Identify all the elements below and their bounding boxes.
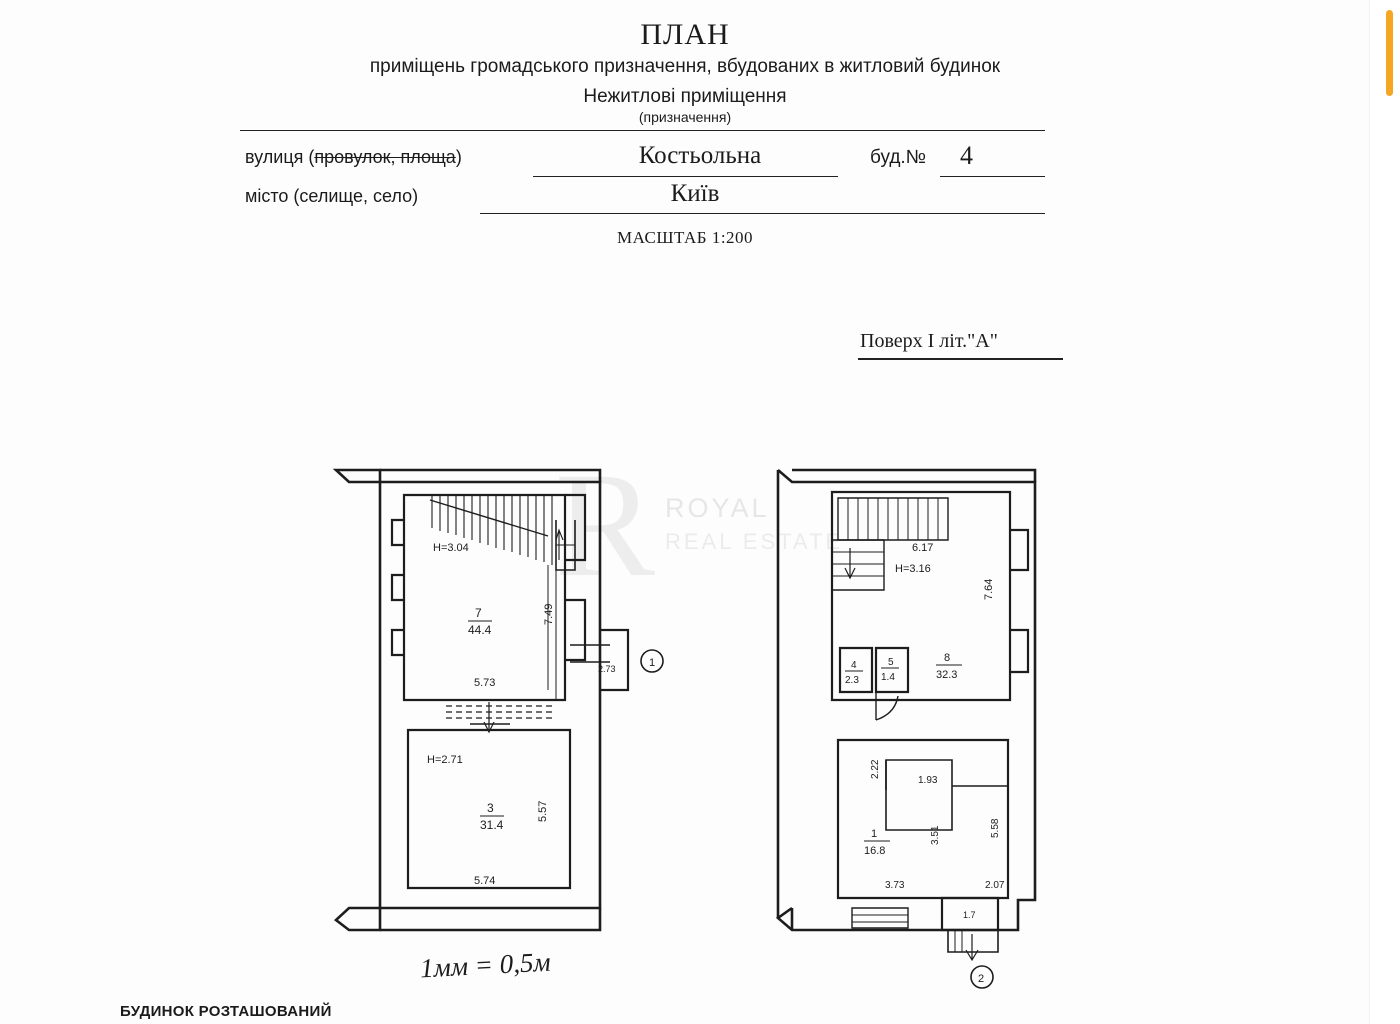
left-dim-573: 5.73 <box>474 677 496 689</box>
right-room-area-8: 32.3 <box>936 669 958 681</box>
building-value: 4 <box>960 141 973 170</box>
city-label: місто (селище, село) <box>245 186 419 206</box>
scale-text: МАСШТАБ 1:200 <box>616 228 754 247</box>
right-dim-558: 5.58 <box>990 818 1001 838</box>
purpose-caption: (призначення) <box>638 109 732 125</box>
right-height-1: H=3.16 <box>895 563 931 575</box>
right-marker-2: 2 <box>978 973 985 985</box>
left-room-number-7: 7 <box>475 606 482 620</box>
right-room-area-17: 1.7 <box>963 910 976 920</box>
hand-written-scale-note: 1мм = 0,5м <box>419 946 552 984</box>
street-value: Костьольна <box>638 142 762 169</box>
right-dim-193: 1.93 <box>918 775 938 786</box>
watermark-line-1: ROYAL <box>665 493 770 523</box>
left-dim-574: 5.74 <box>474 875 496 887</box>
scrollbar-thumb[interactable] <box>1386 10 1393 96</box>
left-room-area-3: 31.4 <box>480 818 504 832</box>
left-room-area-7: 44.4 <box>468 623 492 637</box>
page-title: ПЛАН <box>640 18 730 51</box>
right-room-number-5: 5 <box>888 657 894 668</box>
street-label-suffix: ) <box>455 147 462 167</box>
right-dim-764: 7.64 <box>983 578 995 600</box>
watermark-monogram: R <box>555 442 656 608</box>
right-room-area-1: 16.8 <box>864 845 886 857</box>
left-dim-273: 2.73 <box>598 664 616 674</box>
left-dim-749: 7.49 <box>543 603 555 625</box>
page-subtitle: приміщень громадського призначення, вбудованих в житловий будинок <box>369 56 1001 77</box>
right-dim-351: 3.51 <box>930 825 941 845</box>
building-label: буд.№ <box>870 147 927 168</box>
right-room-number-8: 8 <box>944 652 951 664</box>
purpose-value: Нежитлові приміщення <box>583 86 787 107</box>
watermark-line-2: REAL ESTATE <box>665 529 844 554</box>
right-dim-373: 3.73 <box>885 880 905 891</box>
right-margin <box>1369 0 1400 1024</box>
right-dim-222: 2.22 <box>870 759 881 779</box>
right-room-number-4: 4 <box>851 660 857 671</box>
city-value: Київ <box>670 180 720 207</box>
right-room-area-4: 2.3 <box>845 675 859 686</box>
left-room-number-3: 3 <box>487 801 494 815</box>
left-marker-1: 1 <box>649 657 656 669</box>
street-label-prefix: вулиця ( <box>245 147 315 167</box>
floor-label: Поверх I літ."А" <box>860 330 998 352</box>
left-dim-557: 5.57 <box>537 800 549 822</box>
footer-note: БУДИНОК РОЗТАШОВАНИЙ <box>120 1003 332 1020</box>
right-dim-617: 6.17 <box>912 542 934 554</box>
street-label-strikethrough: провулок, площа <box>314 147 456 167</box>
right-dim-207: 2.07 <box>985 880 1005 891</box>
right-room-number-1: 1 <box>871 828 878 840</box>
right-room-area-5: 1.4 <box>881 672 895 683</box>
left-height-2: H=2.71 <box>427 754 463 766</box>
left-height-1: H=3.04 <box>433 542 469 554</box>
